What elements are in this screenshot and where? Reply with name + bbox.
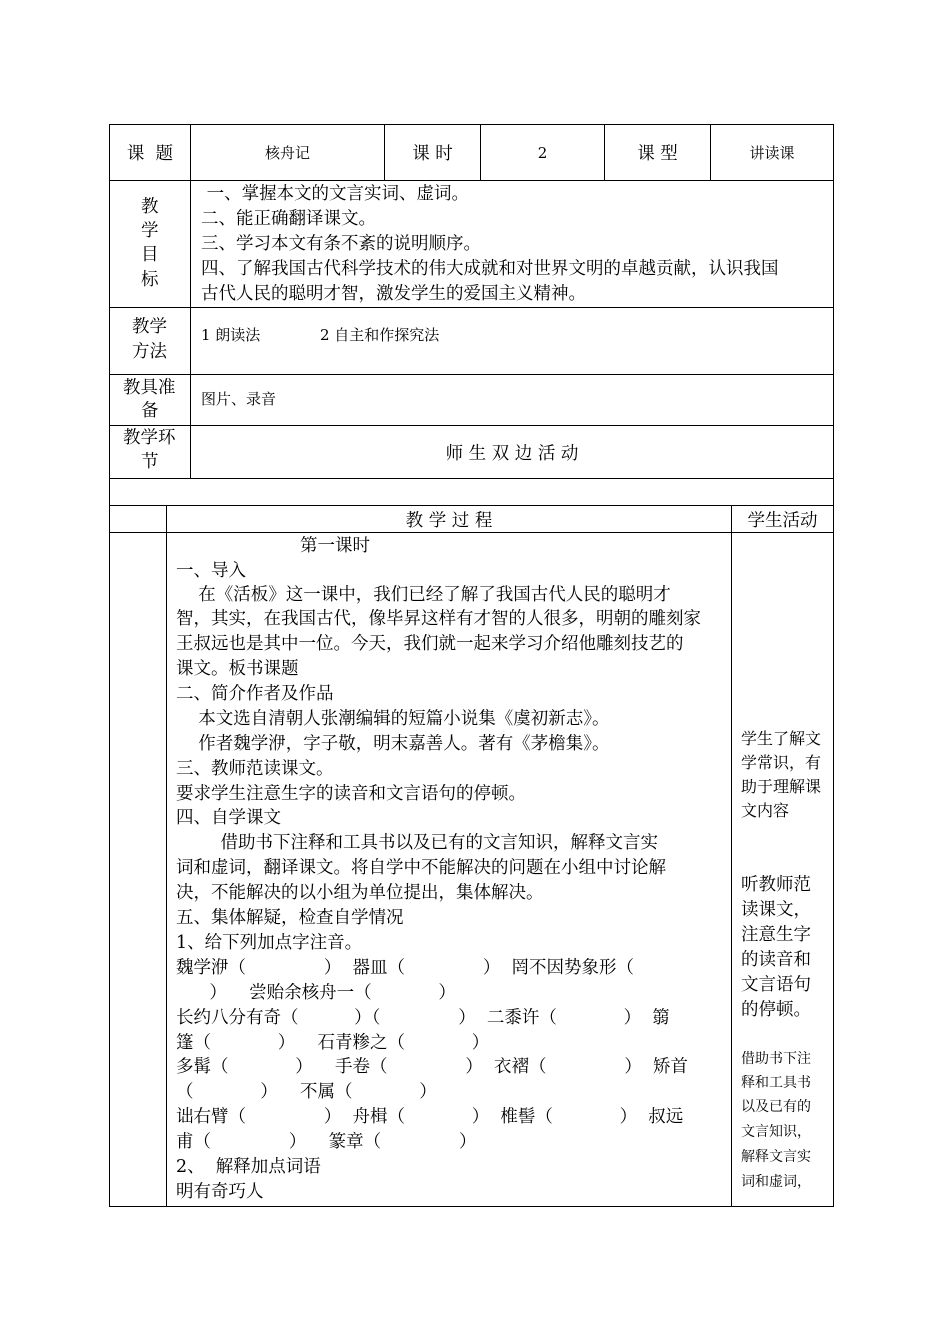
stage-label: 节 <box>141 452 159 472</box>
process-line: 要求学生注意生字的读音和文言语句的停顿。 <box>176 784 526 804</box>
student-note-line: 学常识，有 <box>741 753 822 772</box>
process-line: 明有奇巧人 <box>176 1182 264 1202</box>
goal-line: 二、能正确翻译课文。 <box>201 209 376 229</box>
process-line: 1、给下列加点字注音。 <box>176 933 363 953</box>
process-line: 词和虚词，翻译课文。将自学中不能解决的问题在小组中讨论解 <box>176 858 666 878</box>
student-note-line: 听教师范 <box>741 875 811 895</box>
tools-label: 备 <box>141 401 159 421</box>
table-border <box>109 374 834 375</box>
stage-label: 教学环 <box>123 428 176 448</box>
process-line: 2、 解释加点词语 <box>176 1157 321 1177</box>
goals-label: 目 <box>141 245 159 265</box>
lesson-hours: 2 <box>537 143 548 162</box>
process-line: 魏学洢（ ） 器皿（ ） 罔不因势象形（ <box>176 958 635 978</box>
student-note-line: 注意生字 <box>741 925 811 945</box>
tools-label: 教具准 <box>123 378 176 398</box>
lesson-title: 核舟记 <box>264 144 310 162</box>
goal-line: 一、掌握本文的文言实词、虚词。 <box>201 184 470 204</box>
table-border <box>833 124 834 1207</box>
table-border <box>109 180 834 181</box>
table-border <box>109 1206 834 1207</box>
process-line: 多髯（ ） 手卷（ ） 衣褶（ ） 矫首 <box>176 1057 689 1077</box>
method-label: 教学 <box>132 317 167 337</box>
table-border <box>109 307 834 308</box>
process-line: 王叔远也是其中一位。今天，我们就一起来学习介绍他雕刻技艺的 <box>176 634 684 654</box>
table-border <box>109 478 834 479</box>
student-note-line: 助于理解课 <box>741 777 822 796</box>
lesson-type: 讲读课 <box>749 144 795 162</box>
student-note-line: 解释文言实 <box>741 1149 811 1165</box>
process-line: ） 尝贻余核舟一（ ） <box>176 983 456 1003</box>
process-header: 教 学 过 程 <box>405 510 493 531</box>
student-note-line: 学生了解文 <box>741 729 822 748</box>
goals-label: 标 <box>141 270 159 290</box>
process-line: 甫（ ） 篆章（ ） <box>176 1132 477 1152</box>
student-note-line: 借助书下注 <box>741 1051 811 1067</box>
process-line: 课文。板书课题 <box>176 659 299 679</box>
process-line: 诎右臂（ ） 舟楫（ ） 椎髻（ ） 叔远 <box>176 1107 684 1127</box>
process-line: （ ） 不属（ ） <box>176 1082 437 1102</box>
process-line: 长约八分有奇（ ）（ ） 二黍许（ ） 篛 <box>176 1008 670 1028</box>
student-note-line: 的读音和 <box>741 950 811 970</box>
table-border <box>166 505 167 1206</box>
student-note-line: 释和工具书 <box>741 1075 811 1091</box>
student-note-line: 的停顿。 <box>741 1000 811 1020</box>
method-item: 2 自主和作探究法 <box>320 326 440 344</box>
process-line: 五、集体解疑，检查自学情况 <box>176 908 404 928</box>
process-line: 在《活板》这一课中，我们已经了解了我国古代人民的聪明才 <box>176 585 671 605</box>
student-note-line: 词和虚词， <box>741 1174 811 1190</box>
process-line: 第一课时 <box>300 536 370 556</box>
table-border <box>109 532 834 533</box>
process-line: 借助书下注释和工具书以及已有的文言知识，解释文言实 <box>176 833 659 853</box>
table-border <box>731 505 732 1206</box>
goals-label: 学 <box>141 221 159 241</box>
student-note-line: 读课文， <box>741 900 811 920</box>
student-activity-header: 学生活动 <box>747 510 818 531</box>
process-line: 一、导入 <box>176 561 246 581</box>
goal-line: 四、了解我国古代科学技术的伟大成就和对世界文明的卓越贡献，认识我国 <box>201 259 779 279</box>
process-line: 作者魏学洢，字子敬，明末嘉善人。著有《茅檐集》。 <box>176 734 610 754</box>
label-lesson-type: 课 型 <box>637 144 678 164</box>
process-line: 三、教师范读课文。 <box>176 759 334 779</box>
table-border <box>109 124 110 1207</box>
tools-value: 图片、录音 <box>201 390 277 408</box>
goal-line: 三、学习本文有条不紊的说明顺序。 <box>201 234 481 254</box>
process-line: 二、简介作者及作品 <box>176 684 334 704</box>
student-note-line: 以及已有的 <box>741 1099 811 1115</box>
goals-label: 教 <box>141 197 159 217</box>
process-line: 决，不能解决的以小组为单位提出，集体解决。 <box>176 883 544 903</box>
student-note-line: 文内容 <box>741 801 790 820</box>
student-note-line: 文言语句 <box>741 975 811 995</box>
process-line: 智，其实，在我国古代，像毕昇这样有才智的人很多，明朝的雕刻家 <box>176 609 701 629</box>
method-item: 1 朗读法 <box>201 326 261 344</box>
stage-value: 师 生 双 边 活 动 <box>445 443 579 464</box>
process-line: 篷（ ） 石青糁之（ ） <box>176 1033 490 1053</box>
label-lesson-title: 课 题 <box>126 144 174 164</box>
student-note-line: 文言知识， <box>741 1124 811 1140</box>
process-line: 四、自学课文 <box>176 808 281 828</box>
goal-line: 古代人民的聪明才智，激发学生的爱国主义精神。 <box>201 284 586 304</box>
method-label: 方法 <box>132 342 167 362</box>
label-lesson-hours: 课 时 <box>412 144 453 164</box>
process-line: 本文选自清朝人张潮编辑的短篇小说集《虞初新志》。 <box>176 709 610 729</box>
